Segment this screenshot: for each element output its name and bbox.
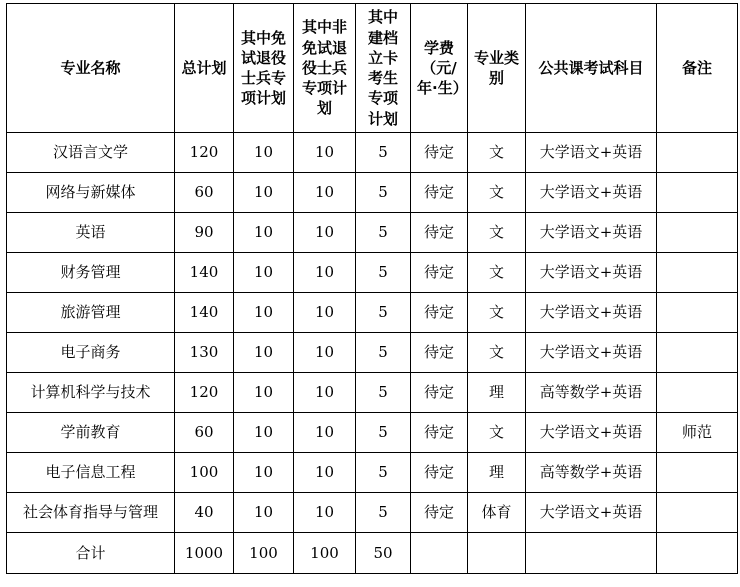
cell-major-name: 电子信息工程 [7, 453, 175, 493]
table-row [7, 333, 738, 373]
table-row [7, 213, 738, 253]
table-row [7, 253, 738, 293]
cell-veteran-exempt: 10 [234, 413, 294, 453]
cell-major-name: 旅游管理 [7, 293, 175, 333]
cell-category: 文 [468, 253, 526, 293]
header-tuition: 学费（元/年·生） [411, 4, 468, 133]
cell-remarks [657, 293, 738, 333]
cell-total-plan: 140 [175, 253, 234, 293]
cell-category: 文 [468, 413, 526, 453]
table-row [7, 453, 738, 493]
cell-veteran-nonexempt: 10 [294, 253, 356, 293]
cell-exam-subjects: 大学语文+英语 [526, 173, 657, 213]
cell-category: 文 [468, 173, 526, 213]
cell-tuition: 待定 [411, 173, 468, 213]
table-row [7, 493, 738, 533]
total-row [7, 533, 738, 574]
cell-major-name: 英语 [7, 213, 175, 253]
cell-total-plan: 120 [175, 373, 234, 413]
cell-exam-subjects: 大学语文+英语 [526, 293, 657, 333]
cell-poverty-plan: 5 [356, 333, 411, 373]
cell-veteran-nonexempt: 10 [294, 373, 356, 413]
table-row [7, 293, 738, 333]
cell-remarks: 师范 [657, 413, 738, 453]
header-poverty-plan: 其中建档立卡考生专项计划 [356, 4, 411, 133]
total-remarks [657, 533, 738, 574]
cell-remarks [657, 253, 738, 293]
enrollment-plan-table [6, 3, 738, 574]
cell-total-plan: 100 [175, 453, 234, 493]
cell-major-name: 计算机科学与技术 [7, 373, 175, 413]
total-category [468, 533, 526, 574]
cell-major-name: 网络与新媒体 [7, 173, 175, 213]
cell-veteran-nonexempt: 10 [294, 293, 356, 333]
cell-total-plan: 40 [175, 493, 234, 533]
cell-category: 文 [468, 333, 526, 373]
cell-remarks [657, 213, 738, 253]
total-major-name: 合计 [7, 533, 175, 574]
cell-veteran-exempt: 10 [234, 333, 294, 373]
cell-category: 文 [468, 213, 526, 253]
header-exam-subjects: 公共课考试科目 [526, 4, 657, 133]
total-exam-subjects [526, 533, 657, 574]
header-remarks: 备注 [657, 4, 738, 133]
header-major-category: 专业类别 [468, 4, 526, 133]
cell-major-name: 社会体育指导与管理 [7, 493, 175, 533]
cell-tuition: 待定 [411, 453, 468, 493]
header-major-name: 专业名称 [7, 4, 175, 133]
cell-poverty-plan: 5 [356, 133, 411, 173]
total-veteran-exempt: 100 [234, 533, 294, 574]
cell-tuition: 待定 [411, 373, 468, 413]
cell-veteran-nonexempt: 10 [294, 133, 356, 173]
cell-remarks [657, 133, 738, 173]
cell-poverty-plan: 5 [356, 213, 411, 253]
cell-major-name: 电子商务 [7, 333, 175, 373]
cell-total-plan: 140 [175, 293, 234, 333]
cell-exam-subjects: 大学语文+英语 [526, 413, 657, 453]
cell-poverty-plan: 5 [356, 293, 411, 333]
cell-total-plan: 90 [175, 213, 234, 253]
cell-total-plan: 60 [175, 413, 234, 453]
table-header-row [7, 4, 738, 133]
cell-veteran-exempt: 10 [234, 373, 294, 413]
cell-remarks [657, 173, 738, 213]
cell-category: 体育 [468, 493, 526, 533]
cell-category: 文 [468, 293, 526, 333]
cell-exam-subjects: 大学语文+英语 [526, 493, 657, 533]
cell-poverty-plan: 5 [356, 173, 411, 213]
table-row [7, 373, 738, 413]
cell-veteran-exempt: 10 [234, 253, 294, 293]
cell-remarks [657, 373, 738, 413]
cell-tuition: 待定 [411, 493, 468, 533]
total-total-plan: 1000 [175, 533, 234, 574]
cell-poverty-plan: 5 [356, 253, 411, 293]
cell-poverty-plan: 5 [356, 373, 411, 413]
table-row [7, 173, 738, 213]
cell-veteran-nonexempt: 10 [294, 173, 356, 213]
cell-remarks [657, 333, 738, 373]
cell-major-name: 汉语言文学 [7, 133, 175, 173]
cell-category: 文 [468, 133, 526, 173]
cell-total-plan: 120 [175, 133, 234, 173]
cell-category: 理 [468, 453, 526, 493]
cell-poverty-plan: 5 [356, 413, 411, 453]
cell-veteran-exempt: 10 [234, 133, 294, 173]
cell-veteran-nonexempt: 10 [294, 413, 356, 453]
cell-tuition: 待定 [411, 413, 468, 453]
cell-exam-subjects: 高等数学+英语 [526, 373, 657, 413]
cell-exam-subjects: 大学语文+英语 [526, 253, 657, 293]
cell-veteran-exempt: 10 [234, 213, 294, 253]
total-veteran-nonexempt: 100 [294, 533, 356, 574]
cell-veteran-nonexempt: 10 [294, 453, 356, 493]
cell-veteran-exempt: 10 [234, 493, 294, 533]
total-tuition [411, 533, 468, 574]
cell-exam-subjects: 大学语文+英语 [526, 333, 657, 373]
cell-poverty-plan: 5 [356, 453, 411, 493]
cell-major-name: 财务管理 [7, 253, 175, 293]
table-row [7, 413, 738, 453]
total-poverty-plan: 50 [356, 533, 411, 574]
table-row [7, 133, 738, 173]
cell-total-plan: 60 [175, 173, 234, 213]
cell-major-name: 学前教育 [7, 413, 175, 453]
cell-tuition: 待定 [411, 213, 468, 253]
cell-exam-subjects: 高等数学+英语 [526, 453, 657, 493]
cell-exam-subjects: 大学语文+英语 [526, 133, 657, 173]
header-veteran-nonexempt-plan: 其中非免试退役士兵专项计划 [294, 4, 356, 133]
cell-tuition: 待定 [411, 253, 468, 293]
cell-category: 理 [468, 373, 526, 413]
cell-veteran-nonexempt: 10 [294, 213, 356, 253]
cell-tuition: 待定 [411, 293, 468, 333]
cell-veteran-nonexempt: 10 [294, 493, 356, 533]
cell-tuition: 待定 [411, 133, 468, 173]
cell-tuition: 待定 [411, 333, 468, 373]
cell-remarks [657, 453, 738, 493]
cell-total-plan: 130 [175, 333, 234, 373]
cell-exam-subjects: 大学语文+英语 [526, 213, 657, 253]
cell-poverty-plan: 5 [356, 493, 411, 533]
cell-veteran-exempt: 10 [234, 173, 294, 213]
table-body [7, 133, 738, 574]
header-veteran-exempt-plan: 其中免试退役士兵专项计划 [234, 4, 294, 133]
header-total-plan: 总计划 [175, 4, 234, 133]
cell-veteran-exempt: 10 [234, 453, 294, 493]
cell-veteran-nonexempt: 10 [294, 333, 356, 373]
cell-veteran-exempt: 10 [234, 293, 294, 333]
cell-remarks [657, 493, 738, 533]
